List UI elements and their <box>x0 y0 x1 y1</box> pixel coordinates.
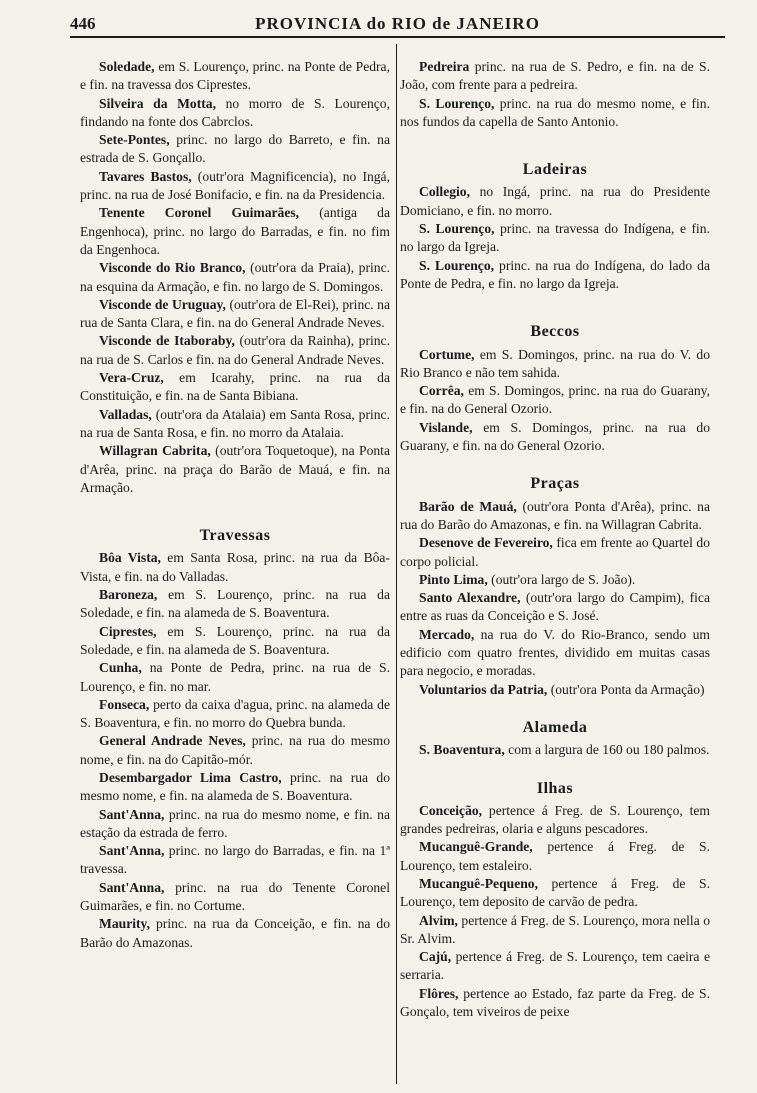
entry-text: no Ingá, princ. na rua do Presidente Domiciano, e fin. no morro. <box>400 184 710 218</box>
entry-text: no morro de S. Lourenço, findando na fonte dos Cabrclos. <box>80 95 390 129</box>
entry-name: S. Boaventura, <box>419 742 505 758</box>
entry-name: Bôa Vista, <box>99 550 161 566</box>
list-item <box>80 806 390 843</box>
column-divider <box>396 44 397 1084</box>
list-item <box>400 875 710 912</box>
list-item <box>80 915 390 952</box>
list-item <box>400 589 710 626</box>
list-item <box>400 220 710 257</box>
entry-text: em Icarahy, princ. na rua da Constituição, e fin. na de Santa Bibiana. <box>80 370 390 404</box>
entry-name: Valladas, <box>99 406 152 422</box>
list-item <box>80 732 390 769</box>
entry-text: princ. na rua do mesmo nome, e fin. na do Capitão-mór. <box>80 733 390 767</box>
entry-text: (outr'ora da Praia), princ. na esquina da Armação, e fin. no largo de S. Domingos. <box>80 260 390 294</box>
entry-text: pertence á Freg. de S. Lourenço, tem caeira e serraria. <box>400 949 710 983</box>
list-item <box>400 58 710 95</box>
list-item <box>400 838 710 875</box>
entry-name: Pedreira <box>419 59 470 74</box>
travessas-list <box>80 549 390 952</box>
entry-name: Mucanguê-Grande, <box>419 839 533 855</box>
page-number: 446 <box>70 14 96 33</box>
list-item <box>80 623 390 660</box>
entry-name: S. Lourenço, <box>419 95 495 111</box>
entry-name: Voluntarios da Patria, <box>419 681 548 697</box>
page-title: PROVINCIA do RIO de JANEIRO <box>255 14 540 33</box>
list-item <box>400 985 710 1022</box>
entry-name: Soledade, <box>99 59 155 74</box>
entry-text: princ. na rua do mesmo nome, e fin. na estação da estrada de ferro. <box>80 806 390 840</box>
entry-text: pertence ao Estado, faz parte da Freg. de S. Gonçalo, tem viveiros de peixe <box>400 985 710 1020</box>
list-item <box>400 257 710 294</box>
entry-text: princ. na rua do Indígena, do lado da Ponte de Pedra, e fin. no largo da Igreja. <box>400 257 710 291</box>
list-item <box>400 741 710 759</box>
entry-name: Pinto Lima, <box>419 571 488 587</box>
entry-text: em S. Lourenço, princ. na rua da Soledade, e fin. na alameda de S. Boaventura. <box>80 587 390 621</box>
entry-text: com a largura de 160 ou 180 palmos. <box>504 742 710 758</box>
entry-text: pertence á Freg. de S. Lourenço, tem deposito de carvão de pedra. <box>400 875 710 910</box>
left-column <box>80 58 390 952</box>
entry-name: Flôres, <box>419 985 459 1001</box>
list-item <box>400 382 710 419</box>
list-item <box>80 259 390 296</box>
list-item <box>80 58 390 95</box>
entry-text: (outr'ora Magnificencia), no Ingá, princ. na rua de José Bonifacio, e fin. na da Presidencia. <box>80 168 390 203</box>
entry-text: (outr'ora largo de S. João). <box>487 571 636 587</box>
entry-name: Cunha, <box>99 660 142 676</box>
entry-name: Sant'Anna, <box>99 806 165 822</box>
entry-name: Desembargador Lima Castro, <box>99 769 282 785</box>
entry-name: Alvim, <box>419 912 458 928</box>
entry-name: Fonseca, <box>99 696 150 712</box>
list-item <box>80 406 390 443</box>
list-item <box>400 346 710 383</box>
entry-text: princ. na rua do mesmo nome, e fin. nos fundos da capella de Santo Antonio. <box>400 95 710 129</box>
list-item <box>80 549 390 586</box>
list-item <box>400 534 710 571</box>
list-item <box>400 95 710 132</box>
list-item <box>400 912 710 949</box>
entry-name: Vera-Cruz, <box>99 370 164 386</box>
entry-name: Vislande, <box>419 419 473 435</box>
list-item <box>80 204 390 259</box>
list-item <box>80 332 390 369</box>
entry-name: Collegio, <box>419 184 471 200</box>
entry-name: Mucanguê-Pequeno, <box>419 875 538 891</box>
list-item <box>80 696 390 733</box>
entry-text: (outr'ora de El-Rei), princ. na rua de Santa Clara, e fin. na do General Andrade Neves. <box>80 296 391 331</box>
entry-text: pertence á Freg. de S. Lourenço, tem grandes pedreiras, olaria e alguns pescadores. <box>400 802 710 837</box>
ruas-continued-list <box>400 58 710 131</box>
list-item <box>80 296 390 333</box>
entry-text: (antiga da Engenhoca), princ. no largo do Barradas, e fin. no fim da Engenhoca. <box>80 205 390 257</box>
page-header <box>70 14 725 38</box>
list-item <box>80 586 390 623</box>
entry-name: Tenente Coronel Guimarães, <box>99 205 300 221</box>
beccos-list <box>400 346 710 456</box>
entry-text: (outr'ora Ponta da Armação) <box>547 681 705 697</box>
entry-name: Corrêa, <box>419 383 464 399</box>
entry-text: princ. no largo do Barreto, e fin. na estrada de S. Gonçallo. <box>80 132 390 166</box>
entry-text: princ. na rua de S. Pedro, e fin. na de S. João, com frente para a pedreira. <box>400 59 710 93</box>
entry-text: (outr'ora Ponta d'Arêa), princ. na rua do Barão do Amazonas, e fin. na Willagran Cabrita. <box>400 498 711 532</box>
entry-name: Desenove de Fevereiro, <box>419 535 553 551</box>
list-item <box>400 681 710 699</box>
entry-text: em S. Domingos, princ. na rua do Guarany, e fin. na do General Ozorio. <box>400 419 710 454</box>
entry-name: Barão de Mauá, <box>419 498 517 514</box>
list-item <box>80 95 390 132</box>
list-item <box>400 498 710 535</box>
list-item <box>80 879 390 916</box>
entry-name: Willagran Cabrita, <box>99 443 211 459</box>
entry-text: pertence á Freg. de S. Lourenço, mora nella o Sr. Alvim. <box>400 912 710 946</box>
entry-name: Silveira da Motta, <box>99 95 216 111</box>
entry-text: (outr'ora da Rainha), princ. na rua de S. Carlos e fin. na do General Andrade Neves. <box>80 333 390 367</box>
entry-text: na Ponte de Pedra, princ. na rua de S. Lourenço, e fin. no mar. <box>80 660 390 694</box>
entry-name: General Andrade Neves, <box>99 733 246 749</box>
entry-name: Visconde de Itaboraby, <box>99 333 235 349</box>
list-item <box>80 769 390 806</box>
entry-name: Sete-Pontes, <box>99 132 170 148</box>
list-item <box>400 948 710 985</box>
section-title-beccos: Beccos <box>530 323 580 341</box>
entry-name: Maurity, <box>99 916 151 932</box>
entry-text: princ. na rua do mesmo nome, e fin. na alameda de S. Boaventura. <box>80 769 390 804</box>
entry-text: fica em frente ao Quartel do corpo policial. <box>400 535 710 569</box>
entry-name: Ciprestes, <box>99 623 157 639</box>
entry-text: pertence á Freg. de S. Lourenço, tem estaleiro. <box>400 839 710 873</box>
list-item <box>80 442 390 497</box>
entry-text: (outr'ora da Atalaia) em Santa Rosa, princ. na rua de Santa Rosa, e fin. no morro da Atalaia. <box>80 406 390 440</box>
entry-text: perto da caixa d'agua, princ. na alameda de S. Boaventura, e fin. no morro do Quebra bunda. <box>80 696 390 731</box>
entry-name: Cortume, <box>419 346 475 362</box>
section-title-travessas: Travessas <box>199 527 271 545</box>
list-item <box>80 131 390 168</box>
section-title-ilhas: Ilhas <box>536 779 574 797</box>
entry-name: Cajú, <box>419 949 452 965</box>
entry-name: Mercado, <box>419 626 475 642</box>
entry-text: em Santa Rosa, princ. na rua da Bôa-Vista, e fin. na do Valladas. <box>80 550 390 584</box>
entry-name: Conceição, <box>419 802 483 818</box>
entry-text: em S. Domingos, princ. na rua do Guarany, e fin. na do General Ozorio. <box>400 383 710 417</box>
ilhas-list <box>400 802 710 1022</box>
ladeiras-list <box>400 183 710 293</box>
entry-text: princ. na rua do Tenente Coronel Guimarães, e fin. no Cortume. <box>80 879 390 914</box>
section-title-pracas: Praças <box>530 475 580 493</box>
entry-text: (outr'ora largo do Campim), fica entre as ruas da Conceição e S. José. <box>400 590 710 624</box>
entry-name: Tavares Bastos, <box>99 168 192 184</box>
ruas-list <box>80 58 390 497</box>
list-item <box>80 659 390 696</box>
section-title-alameda: Alameda <box>522 718 588 736</box>
list-item <box>400 183 710 220</box>
entry-name: Sant'Anna, <box>99 879 165 895</box>
entry-text: em S. Lourenço, princ. na rua da Soledade, e fin. na alameda de S. Boaventura. <box>80 623 390 657</box>
entry-text: em S. Domingos, princ. na rua do V. do Rio Branco e não tem sahida. <box>400 346 710 380</box>
right-column <box>400 58 710 1021</box>
entry-name: S. Lourenço, <box>419 257 495 273</box>
entry-text: princ. na travessa do Indígena, e fin. no largo da Igreja. <box>400 221 710 255</box>
entry-name: Visconde de Uruguay, <box>99 296 226 312</box>
entry-name: S. Lourenço, <box>419 221 495 237</box>
list-item <box>400 419 710 456</box>
list-item <box>80 168 390 205</box>
entry-name: Visconde do Rio Branco, <box>99 260 246 276</box>
entry-text: princ. na rua da Conceição, e fin. na do Barão do Amazonas. <box>80 916 390 950</box>
entry-text: princ. no largo do Barradas, e fin. na 1ª travessa. <box>80 843 390 877</box>
list-item <box>80 842 390 879</box>
entry-text: (outr'ora Toquetoque), na Ponta d'Arêa, princ. na praça do Barão de Mauá, e fin. na Armação. <box>80 443 390 495</box>
alameda-list <box>400 741 710 759</box>
list-item <box>400 571 710 589</box>
pracas-list <box>400 498 710 699</box>
entry-text: na rua do V. do Rio-Branco, sendo um edificio com quatro frentes, dividido em muitas casas para negocio, e moradas. <box>400 626 710 679</box>
entry-name: Sant'Anna, <box>99 843 165 859</box>
list-item <box>80 369 390 406</box>
section-title-ladeiras: Ladeiras <box>522 161 588 179</box>
list-item <box>400 626 710 681</box>
entry-name: Santo Alexandre, <box>419 590 521 606</box>
entry-name: Baroneza, <box>99 587 158 603</box>
entry-text: em S. Lourenço, princ. na Ponte de Pedra, e fin. na travessa dos Ciprestes. <box>80 59 390 93</box>
list-item <box>400 802 710 839</box>
